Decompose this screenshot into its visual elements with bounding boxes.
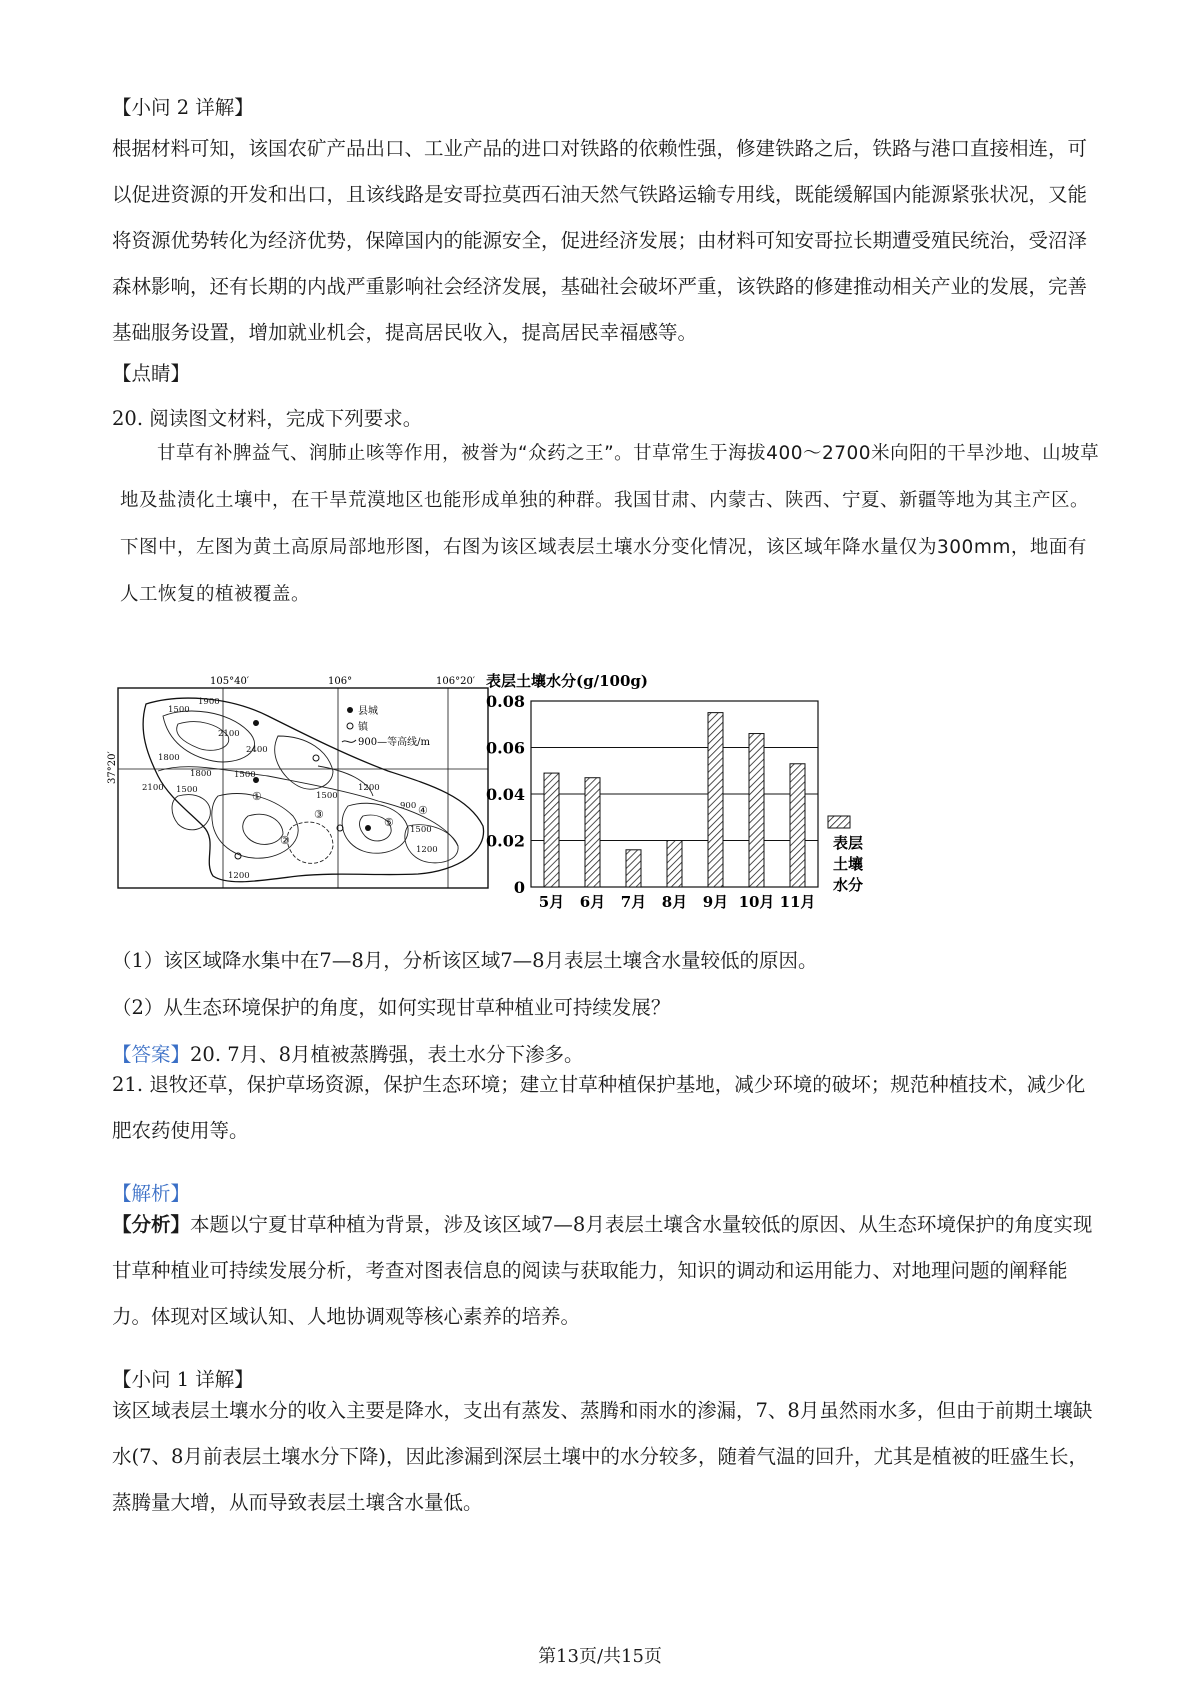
answer-tag: 【答案】: [112, 1043, 191, 1066]
contour-label: 900: [400, 801, 417, 811]
chart-legend: [828, 816, 863, 894]
circled-number: ④: [418, 804, 428, 817]
x-tick-label: 9月: [702, 893, 729, 911]
chart-title: 表层土壤水分(g/100g): [486, 672, 648, 690]
topographic-map: [107, 676, 488, 888]
circled-number: ⑤: [384, 816, 394, 829]
contour-label: 2400: [246, 745, 268, 755]
circled-number: ③: [314, 808, 324, 821]
contour-label: 1500: [176, 785, 198, 795]
sub1-heading: 【小问 1 详解】: [112, 1368, 254, 1391]
question-2: （2）从生态环境保护的角度，如何实现甘草种植业可持续发展？: [112, 996, 671, 1019]
y-tick-label: 0.02: [486, 831, 525, 851]
sub1-text: 该区域表层土壤水分的收入主要是降水，支出有蒸发、蒸腾和雨水的渗漏，7、8月虽然雨水多，但由于前期土壤缺水(7、8月前表层土壤水分下降)，因此渗漏到深层土壤中的水分较多，随着气温的回升，尤其是植被的旺盛生长，蒸腾量大增，从而导致表层土壤含水量低。: [112, 1399, 1093, 1514]
circled-number: ②: [280, 834, 290, 847]
lon-label: 106°: [328, 676, 353, 687]
bar-10月: [749, 734, 764, 887]
bar-5月: [544, 773, 559, 887]
contour-label: 1800: [190, 769, 212, 779]
contour-label: 1900: [198, 697, 220, 707]
lat-label: 37°20′: [107, 751, 118, 784]
contour-label: 1500: [410, 825, 432, 835]
chart-bars: [544, 713, 805, 887]
x-tick-label: 11月: [779, 893, 816, 911]
answer-text: 20. 7月、8月植被蒸腾强，表土水分下渗多。: [190, 1043, 584, 1066]
x-tick-label: 10月: [738, 893, 775, 911]
chart-x-ticks: [539, 893, 816, 911]
contour-label: 1800: [158, 753, 180, 763]
county-town-marker: [365, 825, 371, 831]
contour-label: 1500: [234, 770, 256, 780]
sub2-heading: 【小问 2 详解】: [112, 96, 254, 119]
question-20-title: 20. 阅读图文材料，完成下列要求。: [112, 407, 423, 430]
x-tick-label: 8月: [661, 893, 688, 911]
circled-number: ①: [252, 790, 262, 803]
contour-label: 1500: [316, 791, 338, 801]
contour-label: 2100: [142, 783, 164, 793]
jiexi-tag: 【解析】: [112, 1182, 191, 1205]
dianjing-heading: 【点睛】: [112, 362, 191, 385]
sub2-text: 根据材料可知，该国农矿产品出口、工业产品的进口对铁路的依赖性强，修建铁路之后，铁路与港口直接相连，可以促进资源的开发和出口，且该线路是安哥拉莫西石油天然气铁路运输专用线，既能缓解国内能源紧张状况，又能将资源优势转化为经济优势，保障国内的能源安全，促进经济发展；由材料可知安哥拉长期遭受殖民统治，受沼泽森林影响，还有长期的内战严重影响社会经济发展，基础社会破坏严重，该铁路的修建推动相关产业的发展，完善基础服务设置，增加就业机会，提高居民收入，提高居民幸福感等。: [112, 137, 1088, 344]
legend-swatch: [828, 816, 850, 828]
legend-contour-label: 900—等高线/m: [358, 737, 430, 748]
contour-label: 1200: [358, 783, 380, 793]
x-tick-label: 6月: [579, 893, 606, 911]
contour-label: 1200: [416, 845, 438, 855]
answer-21-text: 21. 退牧还草，保护草场资源，保护生态环境；建立甘草种植保护基地，减少环境的破坏；规范种植技术，减少化肥农药使用等。: [112, 1073, 1086, 1142]
y-tick-label: 0.08: [486, 692, 525, 711]
question-1: （1）该区域降水集中在7—8月，分析该区域7—8月表层土壤含水量较低的原因。: [112, 949, 818, 972]
chart-y-ticks: [486, 692, 525, 897]
fenxi-text: 本题以宁夏甘草种植为背景，涉及该区域7—8月表层土壤含水量较低的原因、从生态环境保护的角度实现甘草种植业可持续发展分析，考查对图表信息的阅读与获取能力，知识的调动和运用能力、对地理问题的阐释能力。体现对区域认知、人地协调观等核心素养的培养。: [112, 1213, 1093, 1328]
contour-label: 2100: [218, 729, 240, 739]
county-town-marker: [253, 720, 259, 726]
y-tick-label: 0: [513, 878, 525, 897]
y-tick-label: 0.04: [486, 785, 525, 804]
legend-county-symbol: [347, 707, 353, 713]
bar-11月: [790, 764, 805, 887]
x-tick-label: 5月: [538, 893, 565, 911]
y-tick-label: 0.06: [486, 738, 525, 758]
fenxi-paragraph: [112, 1202, 1102, 1340]
lon-label: 106°20′: [436, 676, 476, 687]
bar-6月: [585, 778, 600, 887]
bar-7月: [626, 850, 641, 887]
bar-9月: [708, 713, 723, 887]
page-footer: 第13页/共15页: [538, 1646, 662, 1667]
legend-town-label: 镇: [358, 722, 368, 733]
material-text: 甘草有补脾益气、润肺止咳等作用，被誉为“众药之王”。甘草常生于海拔400～2700米向阳的干旱沙地、山坡草地及盐渍化土壤中，在干旱荒漠地区也能形成单独的种群。我国甘肃、内蒙古、陕西、宁夏、新疆等地为其主产区。下图中，左图为黄土高原局部地形图，右图为该区域表层土壤水分变化情况，该区域年降水量仅为300mm，地面有人工恢复的植被覆盖。: [120, 443, 1100, 605]
fenxi-tag: 【分析】: [112, 1213, 191, 1236]
legend-label-line1: 表层: [833, 834, 864, 852]
contour-label: 1500: [168, 705, 190, 715]
bar-8月: [667, 841, 682, 888]
legend-county-label: 县城: [358, 706, 378, 717]
lon-label: 105°40′: [210, 676, 250, 687]
figure-map-and-chart: [107, 672, 918, 938]
legend-label-line3: 水分: [833, 876, 864, 894]
bar-chart: [486, 672, 863, 911]
contour-label: 1200: [228, 871, 250, 881]
legend-label-line2: 土壤: [833, 855, 864, 873]
x-tick-label: 7月: [620, 893, 647, 911]
